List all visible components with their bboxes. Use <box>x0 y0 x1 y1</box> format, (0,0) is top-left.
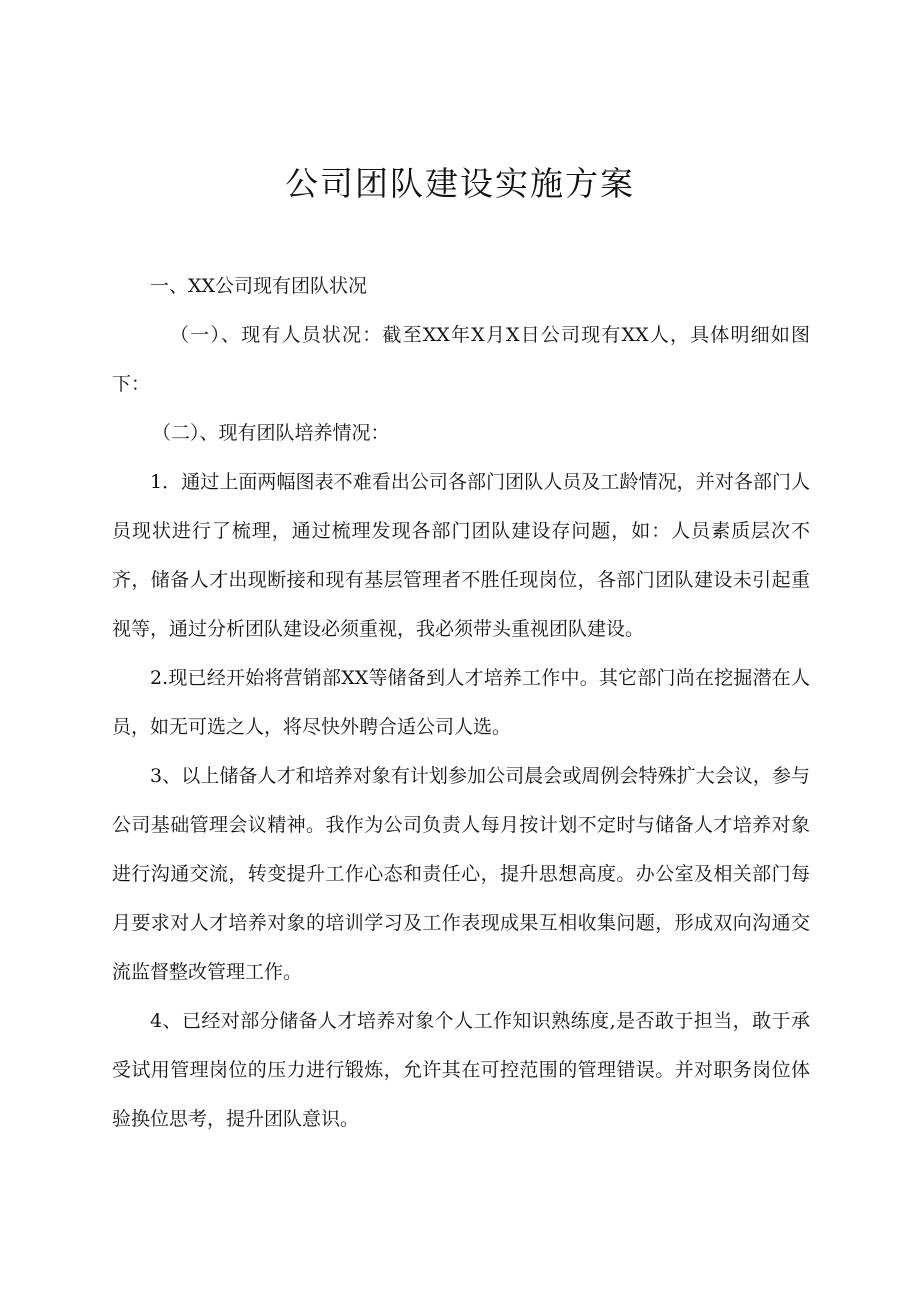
paragraph-3: 3、以上储备人才和培养对象有计划参加公司晨会或周例会特殊扩大会议，参与公司基础管理会议精神。我作为公司负责人每月按计划不定时与储备人才培养对象进行沟通交流，转变提升工作心态和责任心，提升思想高度。办公室及相关部门每月要求对人才培养对象的培训学习及工作表现成果互相收集问题，形成双向沟通交流监督整改管理工作。 <box>112 765 810 983</box>
subsection-1: （一）、现有人员状况：截至XX年X月X日公司现有XX人，具体明细如图下： <box>112 324 810 395</box>
paragraph-1: 1．通过上面两幅图表不难看出公司各部门团队人员及工龄情况，并对各部门人员现状进行了梳理，通过梳理发现各部门团队建设存问题，如：人员素质层次不齐，储备人才出现断接和现有基层管理者不胜任现岗位，各部门团队建设未引起重视等，通过分析团队建设必须重视，我必须带头重视团队建设。 <box>112 471 810 640</box>
paragraph-2: 2.现已经开始将营销部XX等储备到人才培养工作中。其它部门尚在挖掘潜在人员，如无可选之人，将尽快外聘合适公司人选。 <box>112 667 810 738</box>
section-heading-1: 一、XX公司现有团队状况 <box>150 275 368 297</box>
document-body <box>112 262 810 1144</box>
document-title: 公司团队建设实施方案 <box>285 164 635 204</box>
subsection-2: （二）、现有团队培养情况： <box>152 422 390 444</box>
paragraph-4: 4、已经对部分储备人才培养对象个人工作知识熟练度,是否敢于担当，敢于承受试用管理岗位的压力进行锻炼，允许其在可控范围的管理错误。并对职务岗位体验换位思考，提升团队意识。 <box>112 1010 810 1130</box>
